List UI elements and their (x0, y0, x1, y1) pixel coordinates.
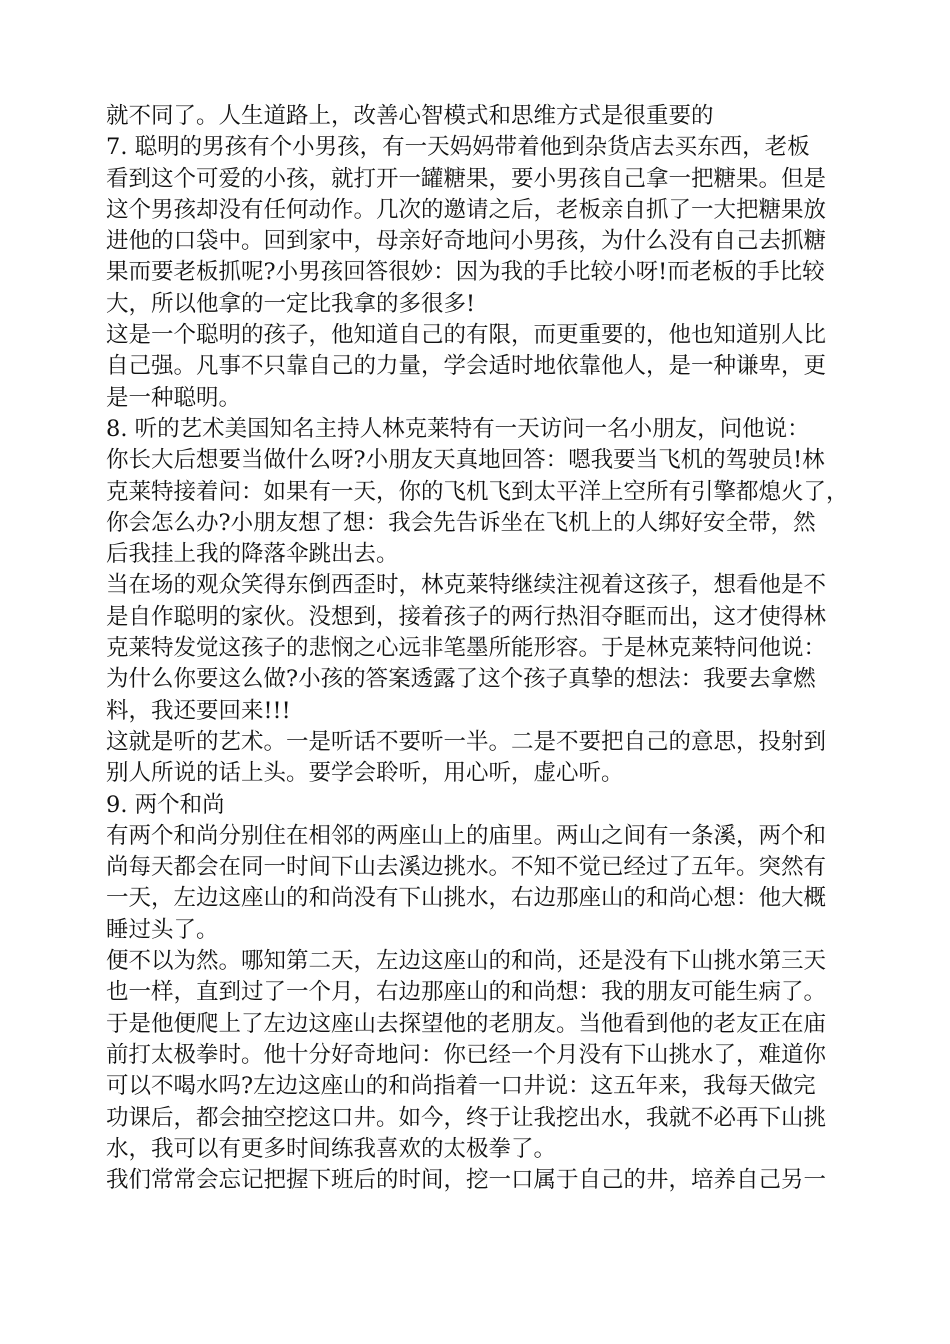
text-line: 于是他便爬上了左边这座山去探望他的老朋友。当他看到他的老友正在庙 (106, 1010, 827, 1037)
text-line: 也一样，直到过了一个月，右边那座山的和尚想：我的朋友可能生病了。 (106, 979, 827, 1006)
text-line: 大，所以他拿的一定比我拿的多很多! (106, 290, 476, 317)
text-line: 为什么你要这么做?小孩的答案透露了这个孩子真挚的想法：我要去拿燃 (106, 666, 816, 693)
text-line: 进他的口袋中。回到家中，母亲好奇地问小男孩，为什么没有自己去抓糖 (106, 228, 827, 255)
text-line: 是一种聪明。 (106, 384, 242, 411)
text-line: 功课后，都会抽空挖这口井。如今，终于让我挖出水，我就不必再下山挑 (106, 1104, 827, 1131)
text-line: 料，我还要回来!!! (106, 697, 291, 724)
text-line: 当在场的观众笑得东倒西歪时，林克莱特继续注视着这孩子，想看他是不 (106, 572, 827, 599)
text-line: 睡过头了。 (106, 916, 219, 943)
text-line: 可以不喝水吗?左边这座山的和尚指着一口井说：这五年来，我每天做完 (106, 1073, 816, 1100)
text-line: 这是一个聪明的孩子，他知道自己的有限，而更重要的，他也知道别人比 (106, 322, 827, 349)
text-line: 自己强。凡事不只靠自己的力量，学会适时地依靠他人，是一种谦卑，更 (106, 353, 827, 380)
text-line: 有两个和尚分别住在相邻的两座山上的庙里。两山之间有一条溪，两个和 (106, 822, 827, 849)
text-line: 我们常常会忘记把握下班后的时间，挖一口属于自己的井，培养自己另一 (106, 1167, 827, 1194)
text-line: 一天，左边这座山的和尚没有下山挑水，右边那座山的和尚心想：他大概 (106, 885, 827, 912)
text-line: 你长大后想要当做什么呀?小朋友天真地回答：嗯我要当飞机的驾驶员!林 (106, 447, 825, 474)
text-line: 果而要老板抓呢?小男孩回答很妙：因为我的手比较小呀!而老板的手比较 (106, 259, 825, 286)
text-line: 就不同了。人生道路上，改善心智模式和思维方式是很重要的 (106, 103, 714, 129)
document-body (106, 101, 866, 1196)
text-line: 别人所说的话上头。要学会聆听，用心听，虚心听。 (106, 760, 624, 787)
text-line: 克莱特接着问：如果有一天，你的飞机飞到太平洋上空所有引擎都熄火了， (106, 478, 849, 505)
text-line: 克莱特发觉这孩子的悲悯之心远非笔墨所能形容。于是林克莱特问他说： (106, 635, 827, 662)
text-line: 你会怎么办?小朋友想了想：我会先告诉坐在飞机上的人绑好安全带，然 (106, 509, 816, 536)
section-heading-8: 8. 听的艺术美国知名主持人林克莱特有一天访问一名小朋友，问他说： (106, 415, 810, 442)
section-heading-7: 7. 聪明的男孩有个小男孩，有一天妈妈带着他到杂货店去买东西，老板 (106, 134, 810, 161)
text-line: 水，我可以有更多时间练我喜欢的太极拳了。 (106, 1135, 557, 1162)
text-line: 前打太极拳时。他十分好奇地问：你已经一个月没有下山挑水了，难道你 (106, 1041, 827, 1068)
text-line: 这个男孩却没有任何动作。几次的邀请之后，老板亲自抓了一大把糖果放 (106, 196, 827, 223)
text-line: 便不以为然。哪知第二天，左边这座山的和尚，还是没有下山挑水第三天 (106, 948, 827, 975)
section-heading-9: 9. 两个和尚 (106, 791, 225, 818)
text-line: 是自作聪明的家伙。没想到，接着孩子的两行热泪夺眶而出，这才使得林 (106, 603, 827, 630)
text-line: 这就是听的艺术。一是听话不要听一半。二是不要把自己的意思，投射到 (106, 728, 827, 755)
text-line: 看到这个可爱的小孩，就打开一罐糖果，要小男孩自己拿一把糖果。但是 (106, 165, 827, 192)
text-line: 尚每天都会在同一时间下山去溪边挑水。不知不觉已经过了五年。突然有 (106, 854, 827, 881)
text-line: 后我挂上我的降落伞跳出去。 (106, 541, 399, 568)
